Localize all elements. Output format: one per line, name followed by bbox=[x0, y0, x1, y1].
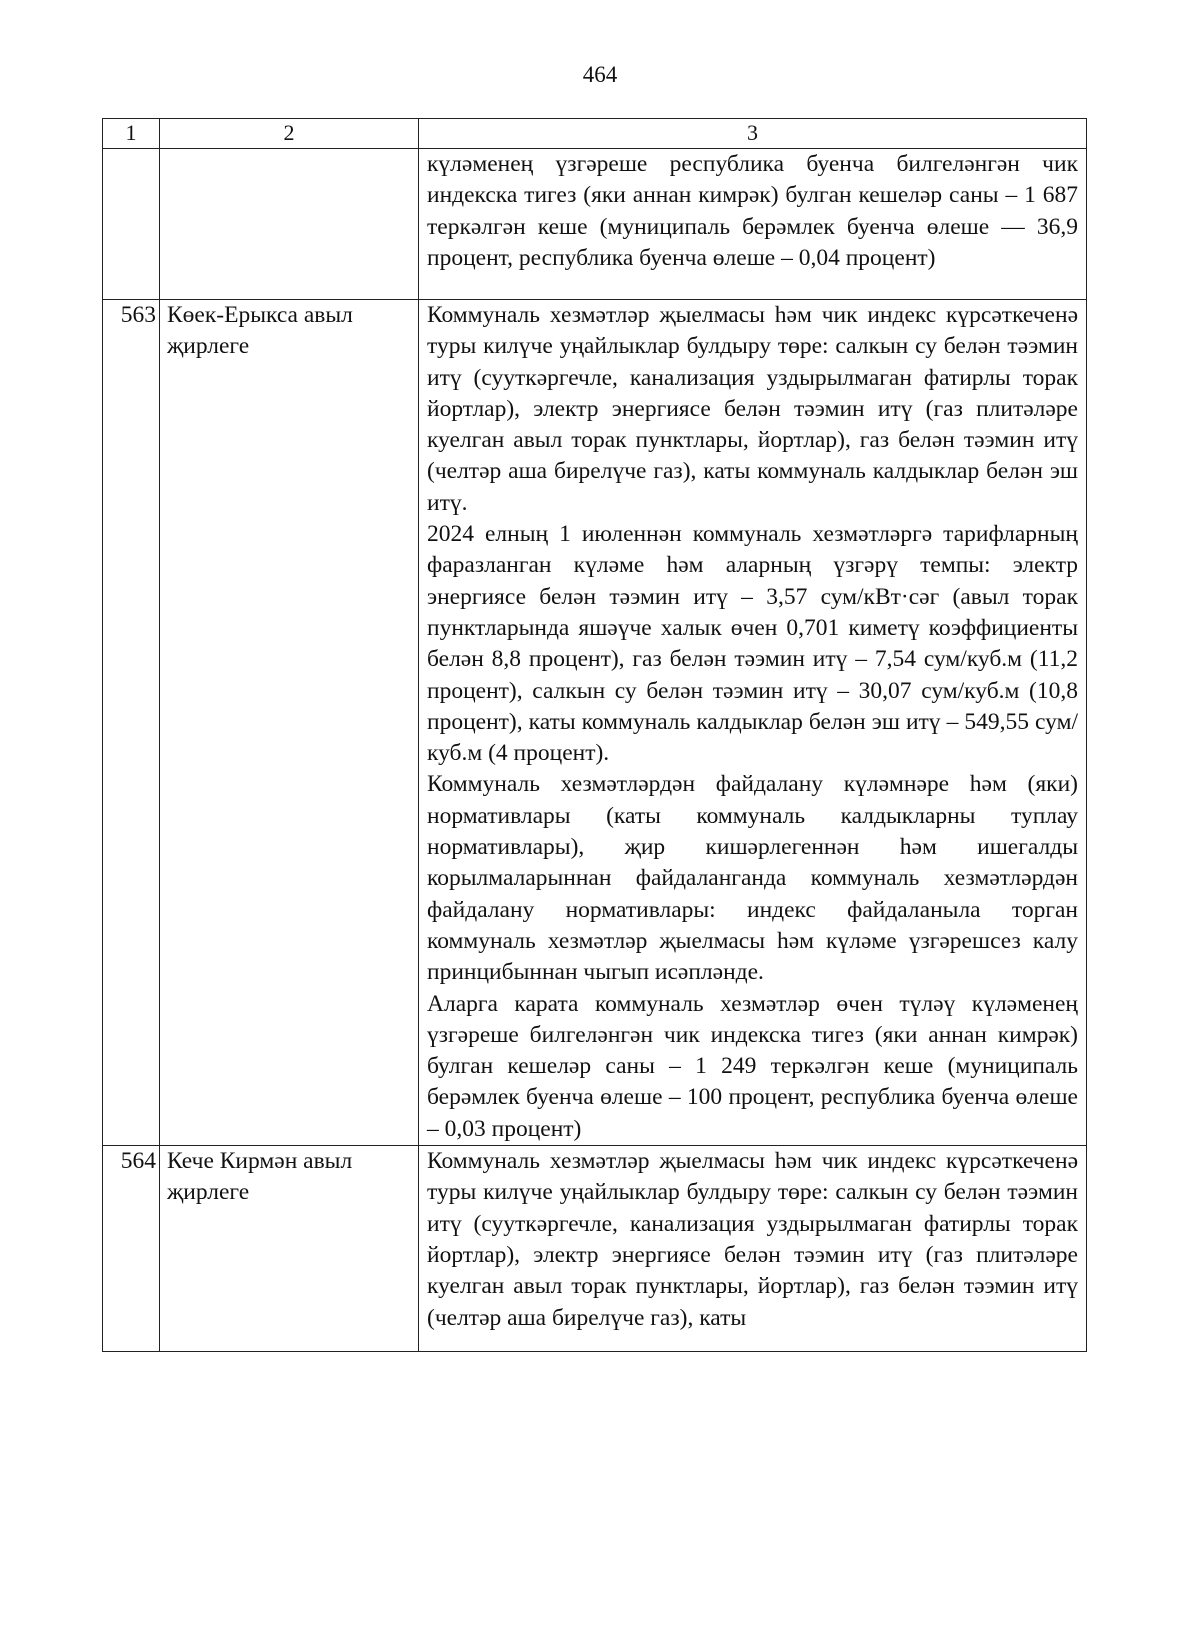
paragraph: күләменең үзгәреше республика буенча билгеләнгән чик индекска тигез (яки аннан кимрәк) булган кешеләр саны – 1 687 теркәлгән кеше (муниципаль берәмлек буенча өлеше — 36,9 процент, республика буенча өлеше – 0,04 процент) bbox=[427, 151, 1078, 271]
table-row-continuation bbox=[103, 149, 1087, 300]
paragraph: 2024 елның 1 июленнән коммуналь хезмәтләргә тарифларның фаразланган күләме һәм аларның үзгәрү темпы: электр энергиясе белән тәэмин итү – 3,57 сум/кВт·сәг (авыл торак пунктларында яшәүче халык өчен 0,701 киметү коэффициенты белән 8,8 процент), газ белән тәэмин итү – 7,54 сум/куб.м (11,2 процент), салкын су белән тәэмин итү – 30,07 сум/куб.м (10,8 процент), каты коммуналь калдыклар белән эш итү – 549,55 сум/куб.м (4 процент). bbox=[427, 521, 1078, 767]
row-description bbox=[419, 149, 1087, 300]
paragraph: Коммуналь хезмәтләр җыелмасы һәм чик индекс күрсәткеченә туры килүче уңайлыклар булдыру төре: салкын су белән тәэмин итү (сууткәргечле, канализация уздырылмаган фатирлы торак йортлар), электр энергиясе белән тәэмин итү (газ плитәләре куелган авыл торак пунктлары, йортлар), газ белән тәэмин итү (челтәр аша бирелүче газ), каты bbox=[427, 1148, 1078, 1331]
column-header-description: 3 bbox=[419, 119, 1087, 149]
paragraph: Коммуналь хезмәтләрдән файдалану күләмнәре һәм (яки) нормативлары (каты коммуналь калдыкларны туплау нормативлары), җир кишәрлегеннән һәм ишегалды корылмаларыннан файдаланганда коммуналь хезмәтләрдән файдалану нормативлары: индекс файдаланыла торган коммуналь хезмәтләр җыелмасы һәм күләме үзгәрешсез калу принцибыннан чыгып исәпләнде. bbox=[427, 771, 1078, 986]
row-name bbox=[160, 149, 419, 300]
table-row-564 bbox=[103, 1146, 1087, 1352]
row-name: Көек-Ерыкса авыл җирлеге bbox=[160, 300, 419, 1146]
paragraph: Аларга карата коммуналь хезмәтләр өчен түләү күләменең үзгәреше билгеләнгән чик индекска тигез (яки аннан кимрәк) булган кешеләр саны – 1 249 теркәлгән кеше (муниципаль берәмлек буенча өлеше – 100 процент, республика буенча өлеше – 0,03 процент) bbox=[427, 990, 1078, 1142]
column-header-number: 1 bbox=[103, 119, 160, 149]
table-header-row bbox=[103, 119, 1087, 149]
row-description-clip bbox=[427, 1146, 1078, 1351]
row-name: Кече Кирмән авыл җирлеге bbox=[160, 1146, 419, 1352]
row-number: 564 bbox=[103, 1146, 160, 1352]
paragraph: Коммуналь хезмәтләр җыелмасы һәм чик индекс күрсәткеченә туры килүче уңайлыклар булдыру төре: салкын су белән тәэмин итү (сууткәргечле, канализация уздырылмаган фатирлы торак йортлар), электр энергиясе белән тәэмин итү (газ плитәләре куелган авыл торак пунктлары, йортлар), газ белән тәэмин итү (челтәр аша бирелүче газ), каты коммуналь калдыклар белән эш итү. bbox=[427, 302, 1078, 516]
row-description bbox=[419, 300, 1087, 1146]
row-number bbox=[103, 149, 160, 300]
row-number: 563 bbox=[103, 300, 160, 1146]
column-header-name: 2 bbox=[160, 119, 419, 149]
row-description bbox=[419, 1146, 1087, 1352]
data-table bbox=[102, 118, 1087, 1352]
table-row-563 bbox=[103, 300, 1087, 1146]
page-number: 464 bbox=[582, 62, 618, 87]
